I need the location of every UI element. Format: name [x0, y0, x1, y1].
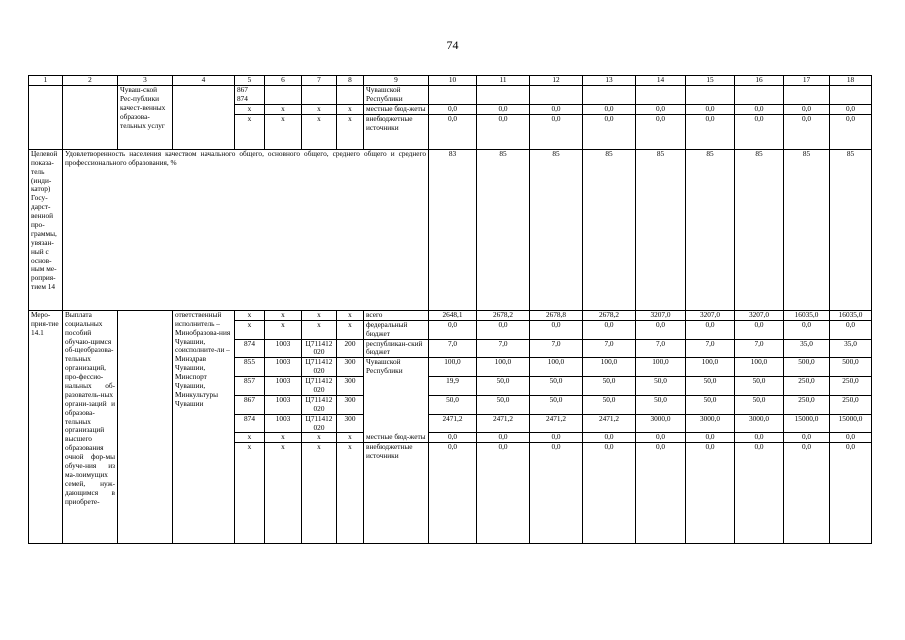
- funding-source: местные бюд-жеты: [364, 433, 429, 443]
- table-cell: [636, 86, 686, 105]
- value-cell: 2678,2: [477, 310, 530, 320]
- column-number: 16: [735, 76, 784, 86]
- value-cell: 7,0: [429, 339, 477, 358]
- table-cell: 874: [235, 414, 265, 433]
- table-cell: [784, 86, 830, 105]
- value-cell: 85: [735, 149, 784, 310]
- table-cell: x: [235, 443, 265, 544]
- table-cell: 1003: [265, 395, 302, 414]
- table-cell: Ц711412 020: [302, 358, 337, 377]
- value-cell: 50,0: [636, 395, 686, 414]
- table-cell: Ц711412 020: [302, 414, 337, 433]
- column-number: 2: [63, 76, 118, 86]
- table-cell: x: [235, 433, 265, 443]
- value-cell: 0,0: [477, 443, 530, 544]
- funding-source: Чувашской Республики: [364, 86, 429, 105]
- table-cell: x: [265, 433, 302, 443]
- table-cell: x: [235, 310, 265, 320]
- value-cell: 0,0: [735, 105, 784, 115]
- value-cell: 100,0: [530, 358, 583, 377]
- column-number: 3: [118, 76, 173, 86]
- table-cell: x: [337, 310, 364, 320]
- continuation-row: [29, 86, 872, 105]
- table-cell: 200: [337, 339, 364, 358]
- funding-source: [364, 395, 429, 414]
- value-cell: 2471,2: [429, 414, 477, 433]
- value-cell: 0,0: [830, 320, 872, 339]
- table-cell: [477, 86, 530, 105]
- value-cell: 500,0: [784, 358, 830, 377]
- table-cell: Ц711412 020: [302, 339, 337, 358]
- value-cell: 0,0: [429, 433, 477, 443]
- value-cell: 0,0: [477, 433, 530, 443]
- value-cell: 85: [784, 149, 830, 310]
- table-cell: [830, 86, 872, 105]
- value-cell: 250,0: [784, 395, 830, 414]
- table-cell: [686, 86, 735, 105]
- table-cell: [735, 86, 784, 105]
- value-cell: 0,0: [686, 443, 735, 544]
- value-cell: 85: [686, 149, 735, 310]
- column-number: 4: [173, 76, 235, 86]
- value-cell: 0,0: [636, 105, 686, 115]
- value-cell: 0,0: [530, 443, 583, 544]
- value-cell: 85: [830, 149, 872, 310]
- column-number: 15: [686, 76, 735, 86]
- table-cell: Ц711412 020: [302, 377, 337, 396]
- table-cell: x: [337, 320, 364, 339]
- value-cell: 7,0: [686, 339, 735, 358]
- table-cell: x: [337, 433, 364, 443]
- value-cell: 0,0: [686, 105, 735, 115]
- value-cell: 50,0: [530, 377, 583, 396]
- table-cell: 300: [337, 395, 364, 414]
- table-cell: x: [302, 114, 337, 149]
- value-cell: 250,0: [830, 395, 872, 414]
- value-cell: 0,0: [686, 433, 735, 443]
- funding-source: местные бюд-жеты: [364, 105, 429, 115]
- column-number: 14: [636, 76, 686, 86]
- funding-source: федеральный бюджет: [364, 320, 429, 339]
- column-number: 8: [337, 76, 364, 86]
- table-cell: x: [302, 105, 337, 115]
- value-cell: 0,0: [784, 433, 830, 443]
- value-cell: 50,0: [429, 395, 477, 414]
- table-cell: Ц711412 020: [302, 395, 337, 414]
- column-number: 17: [784, 76, 830, 86]
- table-cell: 867 874: [235, 86, 265, 105]
- value-cell: 0,0: [429, 105, 477, 115]
- value-cell: 0,0: [583, 114, 636, 149]
- value-cell: 3000,0: [636, 414, 686, 433]
- value-cell: 0,0: [830, 443, 872, 544]
- table-cell: [265, 86, 302, 105]
- column-number: 10: [429, 76, 477, 86]
- value-cell: 0,0: [636, 320, 686, 339]
- value-cell: 16035,0: [784, 310, 830, 320]
- measure-row: [29, 310, 872, 320]
- value-cell: 250,0: [784, 377, 830, 396]
- value-cell: 0,0: [530, 105, 583, 115]
- value-cell: 2648,1: [429, 310, 477, 320]
- value-cell: 0,0: [735, 320, 784, 339]
- table-cell: x: [235, 105, 265, 115]
- table-cell: [337, 86, 364, 105]
- value-cell: 0,0: [686, 114, 735, 149]
- value-cell: 0,0: [636, 443, 686, 544]
- column-number: 6: [265, 76, 302, 86]
- value-cell: 500,0: [830, 358, 872, 377]
- value-cell: 50,0: [477, 395, 530, 414]
- event-name: Чуваш-ской Рес-публики качест-венных образова-тельных услуг: [118, 86, 173, 150]
- table-cell: 857: [235, 377, 265, 396]
- value-cell: 35,0: [830, 339, 872, 358]
- table-cell: x: [302, 320, 337, 339]
- table-cell: x: [265, 310, 302, 320]
- value-cell: 3207,0: [686, 310, 735, 320]
- value-cell: 50,0: [735, 377, 784, 396]
- table-cell: 300: [337, 377, 364, 396]
- funding-source: Чувашской Республики: [364, 358, 429, 377]
- table-cell: [29, 86, 63, 150]
- header-row: [29, 76, 872, 86]
- value-cell: 50,0: [735, 395, 784, 414]
- value-cell: 0,0: [429, 320, 477, 339]
- table-cell: 300: [337, 358, 364, 377]
- measure-label: Меро-прия-тие 14.1: [29, 310, 63, 543]
- table-cell: [173, 86, 235, 150]
- value-cell: 16035,0: [830, 310, 872, 320]
- value-cell: 7,0: [477, 339, 530, 358]
- table-cell: 300: [337, 414, 364, 433]
- value-cell: 0,0: [735, 114, 784, 149]
- value-cell: 2471,2: [583, 414, 636, 433]
- column-number: 7: [302, 76, 337, 86]
- table-cell: x: [302, 310, 337, 320]
- table-cell: 1003: [265, 339, 302, 358]
- table-cell: x: [265, 105, 302, 115]
- value-cell: 0,0: [784, 320, 830, 339]
- value-cell: 2678,2: [583, 310, 636, 320]
- value-cell: 0,0: [830, 105, 872, 115]
- value-cell: 85: [583, 149, 636, 310]
- value-cell: 85: [477, 149, 530, 310]
- value-cell: 50,0: [477, 377, 530, 396]
- table-cell: 855: [235, 358, 265, 377]
- table-cell: x: [235, 320, 265, 339]
- column-number: 5: [235, 76, 265, 86]
- value-cell: 100,0: [686, 358, 735, 377]
- value-cell: 50,0: [686, 377, 735, 396]
- funding-source: [364, 377, 429, 396]
- table-cell: x: [265, 114, 302, 149]
- indicator-text: Удовлетворенность населения качеством начального общего, основного общего, среднего общего и среднего профессионального образования, %: [63, 149, 429, 310]
- value-cell: 2678,8: [530, 310, 583, 320]
- value-cell: 50,0: [583, 377, 636, 396]
- table-cell: x: [235, 114, 265, 149]
- value-cell: 7,0: [735, 339, 784, 358]
- value-cell: 50,0: [530, 395, 583, 414]
- value-cell: 3207,0: [636, 310, 686, 320]
- table-cell: [583, 86, 636, 105]
- value-cell: 0,0: [784, 105, 830, 115]
- value-cell: 0,0: [583, 105, 636, 115]
- value-cell: 0,0: [429, 443, 477, 544]
- column-number: 11: [477, 76, 530, 86]
- value-cell: 50,0: [636, 377, 686, 396]
- value-cell: 100,0: [477, 358, 530, 377]
- value-cell: 0,0: [636, 433, 686, 443]
- value-cell: 0,0: [784, 114, 830, 149]
- table-cell: x: [337, 443, 364, 544]
- column-number: 12: [530, 76, 583, 86]
- table-cell: 874: [235, 339, 265, 358]
- value-cell: 3000,0: [686, 414, 735, 433]
- value-cell: 0,0: [583, 320, 636, 339]
- table-cell: x: [265, 320, 302, 339]
- table-cell: 867: [235, 395, 265, 414]
- budget-table: [28, 75, 872, 544]
- value-cell: 85: [636, 149, 686, 310]
- value-cell: 7,0: [583, 339, 636, 358]
- value-cell: 15000,0: [830, 414, 872, 433]
- table-cell: [302, 86, 337, 105]
- table-cell: x: [302, 433, 337, 443]
- value-cell: 100,0: [429, 358, 477, 377]
- value-cell: 0,0: [530, 433, 583, 443]
- value-cell: 0,0: [686, 320, 735, 339]
- column-number: 9: [364, 76, 429, 86]
- value-cell: 2471,2: [477, 414, 530, 433]
- value-cell: 0,0: [583, 433, 636, 443]
- funding-source: всего: [364, 310, 429, 320]
- value-cell: 15000,0: [784, 414, 830, 433]
- value-cell: 7,0: [636, 339, 686, 358]
- value-cell: 0,0: [477, 105, 530, 115]
- executors: ответственный исполнитель – Минобразова-ния Чувашии, соисполните-ли – Минздрав Чувашии, Минспорт Чувашии, Минкультуры Чувашии: [173, 310, 235, 543]
- table-cell: x: [265, 443, 302, 544]
- table-cell: [63, 86, 118, 150]
- table-cell: [118, 310, 173, 543]
- value-cell: 0,0: [830, 433, 872, 443]
- value-cell: 0,0: [530, 114, 583, 149]
- column-number: 13: [583, 76, 636, 86]
- value-cell: 0,0: [530, 320, 583, 339]
- value-cell: 0,0: [735, 443, 784, 544]
- value-cell: 19,9: [429, 377, 477, 396]
- value-cell: 7,0: [530, 339, 583, 358]
- table-cell: 1003: [265, 414, 302, 433]
- value-cell: 3000,0: [735, 414, 784, 433]
- value-cell: 250,0: [830, 377, 872, 396]
- funding-source: внебюджетные источники: [364, 114, 429, 149]
- table-cell: x: [337, 105, 364, 115]
- value-cell: 100,0: [583, 358, 636, 377]
- value-cell: 2471,2: [530, 414, 583, 433]
- value-cell: 0,0: [477, 114, 530, 149]
- value-cell: 50,0: [686, 395, 735, 414]
- value-cell: 0,0: [636, 114, 686, 149]
- indicator-row: [29, 149, 872, 310]
- table-cell: 1003: [265, 358, 302, 377]
- table-cell: x: [302, 443, 337, 544]
- value-cell: 0,0: [735, 433, 784, 443]
- value-cell: 35,0: [784, 339, 830, 358]
- value-cell: 100,0: [636, 358, 686, 377]
- value-cell: 50,0: [583, 395, 636, 414]
- column-number: 18: [830, 76, 872, 86]
- value-cell: 0,0: [784, 443, 830, 544]
- value-cell: 83: [429, 149, 477, 310]
- funding-source: республикан-ский бюджет: [364, 339, 429, 358]
- page-number: 74: [446, 38, 459, 52]
- value-cell: 0,0: [583, 443, 636, 544]
- value-cell: 100,0: [735, 358, 784, 377]
- value-cell: 3207,0: [735, 310, 784, 320]
- column-number: 1: [29, 76, 63, 86]
- table-cell: x: [337, 114, 364, 149]
- value-cell: 0,0: [477, 320, 530, 339]
- value-cell: 85: [530, 149, 583, 310]
- indicator-label: Целевой показа-тель (инди-катор) Госу-дарст-венной про-граммы, увязан-ный с основ-ным ме-роприя-тием 14: [29, 149, 63, 310]
- value-cell: 0,0: [830, 114, 872, 149]
- funding-source: внебюджетные источники: [364, 443, 429, 544]
- funding-source: [364, 414, 429, 433]
- table-cell: 1003: [265, 377, 302, 396]
- value-cell: 0,0: [429, 114, 477, 149]
- table-cell: [530, 86, 583, 105]
- measure-name: Выплата социальных пособий обучаю-щимся об-щеобразова-тельных организаций, про-фессио-нальных об-разователь-ных органи-заций и образова-тельных организаций высшего образования очной фор-мы обуче-ния из ма-лоимущих семей, нуж-дающимся в приобрете-: [63, 310, 118, 543]
- table-cell: [429, 86, 477, 105]
